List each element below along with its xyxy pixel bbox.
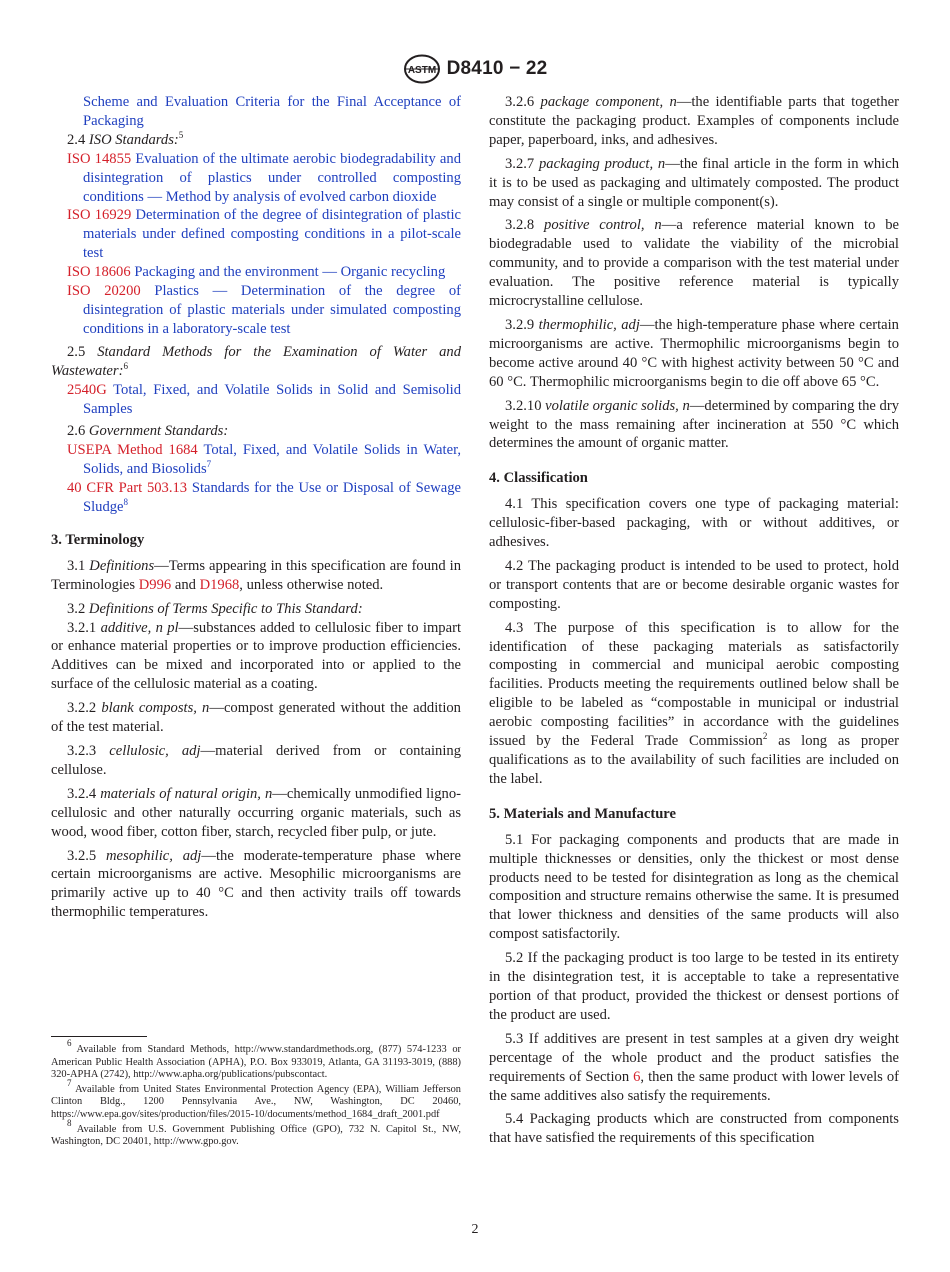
section-5-heading: 5. Materials and Manufacture [489,805,676,822]
right-column [489,93,899,1153]
paragraph-4-1: 4.1 This specification covers one type of packaging material: cellulosic-fiber-based packaging, with or without additives, or adhesives. [489,496,899,551]
paragraph-5-4: 5.4 Packaging products which are constructed from components that have satisfied the requirements of this specification [489,1111,899,1147]
definition-3-2-2: 3.2.2 blank composts, n—compost generated without the addition of the test material. [51,700,461,736]
paragraph-5-2: 5.2 If the packaging product is too large to be tested in its entirety in the disintegration test, it is acceptable to take a representative portion of that product, provided the thickest or densest portions of the product are used. [489,950,899,1023]
logo-text: ASTM [407,65,436,76]
continued-reference[interactable]: Scheme and Evaluation Criteria for the Final Acceptance of Packaging [83,94,461,129]
link-d1968[interactable]: D1968 [199,576,240,593]
paragraph-5-3: 5.3 If additives are present in test samples at a given dry weight percentage of the whole product and the product satisfies the requirements of Section 6, then the same product with lower levels of the same additives also satisfy the requirements. [489,1030,899,1104]
definition-3-2-1: 3.2.1 additive, n pl—substances added to cellulosic fiber to impart or enhance material properties or to improve production efficiencies. Additives can be mixed and incorporated into or applied to the surface of the cellulosic material as a coating. [51,619,461,693]
footnote-7: $^7$ Available from United States Environmental Protection Agency (EPA), William Jefferson Clinton Bldg., 1200 Pennsylvania Ave., NW, Washington, DC 20460, https://www.epa.gov/sites/production/files/2015-10/documents/method_1684_draft_2001.pdf [51,1077,461,1120]
footnote-6: $^6$ Available from Standard Methods, http://www.standardmethods.org, (877) 574-1233 or American Public Health Association (APHA), P.O. Box 933019, Atlanta, GA 31193-3019, (888) 320-APHA (2742), http://www.apha.org/publications/pubscontact. [51,1038,461,1081]
reference-iso-20200[interactable]: ISO 20200 Plastics — Determination of the degree of disintegration of plastic materials under simulated composting conditions in a laboratory-scale test [67,283,461,337]
paragraph-3-1: 3.1 Definitions—Terms appearing in this specification are found in Terminologies D996 and D1968, unless otherwise noted. [51,557,462,593]
definition-3-2-10: 3.2.10 volatile organic solids, n—determined by comparing the dry weight to the mass remaining after incineration at 550 °C which determines the amount of organic matter. [489,397,899,452]
page-number: 2 [471,1222,479,1237]
section-4-heading: 4. Classification [489,470,588,487]
footnotes [51,1036,461,1150]
definition-3-2-5: 3.2.5 mesophilic, adj—the moderate-temperature phase where certain microorganisms are active. Mesophilic microorganisms are primarily active up to 40 °C and then activity trails off towards thermophilic temperatures. [51,847,461,921]
paragraph-3-2: 3.2 Definitions of Terms Specific to This Standard: [67,600,363,617]
footnote-8: $^8$ Available from U.S. Government Publishing Office (GPO), 732 N. Capitol St., NW, Washington, DC 20401, http://www.gpo.gov. [51,1117,461,1148]
reference-iso-16929[interactable]: ISO 16929 Determination of the degree of disintegration of plastic materials under defined composting conditions in a pilot-scale test [67,207,461,262]
reference-iso-18606[interactable]: ISO 18606 Packaging and the environment — Organic recycling [67,264,446,281]
definition-3-2-9: 3.2.9 thermophilic, adj—the high-temperature phase where certain microorganisms are active. Thermophilic microorganisms begin to become active around 40 °C with highest activity between 50 °C and 60 °C. Thermophilic microorganisms begin to die off above 65 °C. [489,316,899,390]
section-2-5-heading: 2.5 Standard Methods for the Examination of Water and Wastewater:$^6$ [51,343,461,379]
document-id: D8410 − 22 [446,58,548,79]
definition-3-2-4: 3.2.4 materials of natural origin, n—chemically unmodified ligno-cellulosic and other naturally occurring organic materials, such as wood, wood fiber, cotton fiber, starch, recycled fiber pulp, or jute. [51,785,461,840]
definition-3-2-8: 3.2.8 positive control, n—a reference material known to be biodegradable used to validate the viability of the microbial community, and to provide a comparison with the test material under evaluation. The positive reference material is typically microcrystalline cellulose. [489,217,899,310]
definition-3-2-6: 3.2.6 package component, n—the identifiable parts that together constitute the packaging product. Examples of components include paper, paperboard, inks, and adhesives. [489,94,899,148]
reference-40-cfr-503[interactable]: 40 CFR Part 503.13 Standards for the Use or Disposal of Sewage Sludge$^8$ [67,480,462,516]
section-2-6-heading: 2.6 Government Standards: [67,423,229,440]
link-section-6[interactable]: 6 [633,1068,641,1085]
definition-3-2-3: 3.2.3 cellulosic, adj—material derived from or containing cellulose. [51,743,461,778]
page-header [0,54,950,89]
footnote-divider [51,1036,147,1037]
paragraph-5-1: 5.1 For packaging components and products that are made in multiple thicknesses or densities, only the thickest or most dense products need to be tested for disintegration as long as the chemical composition and structure remains otherwise the same. It is presumed that lower thickness and densities of the same products will also compost satisfactorily. [489,831,899,943]
paragraph-4-3: 4.3 The purpose of this specification is to allow for the identification of these packaging materials as satisfactorily composting in commercial and municipal aerobic composting facilities. Products meeting the requirements outlined below shall be eligible to be labeled as “compostable in municipal or industrial aerobic composting facilities” in accordance with the guidelines issued by the Federal Trade Commission$^2$ as long as proper qualifications as to the availability of such facilities are included on the label. [489,619,899,787]
definition-3-2-7: 3.2.7 packaging product, n—the final article in the form in which it is to be used as packaging and ultimately composted. The product may consist of a single or multiple component(s). [489,155,900,210]
section-2-4-heading: 2.4 ISO Standards:$^5$ [67,129,184,148]
section-3-heading: 3. Terminology [51,531,145,548]
left-column [51,93,461,927]
reference-2540g[interactable]: 2540G Total, Fixed, and Volatile Solids in Solid and Semisolid Samples [67,381,461,417]
link-d996[interactable]: D996 [138,576,172,593]
reference-usepa-1684[interactable]: USEPA Method 1684 Total, Fixed, and Volatile Solids in Water, Solids, and Biosolids$^7$ [67,442,461,478]
paragraph-4-2: 4.2 The packaging product is intended to be used to protect, hold or transport contents that are or become desirable organic wastes for composting. [489,557,899,612]
reference-iso-14855[interactable]: ISO 14855 Evaluation of the ultimate aerobic biodegradability and disintegration of plastics under controlled composting conditions — Method by analysis of evolved carbon dioxide [67,150,461,205]
astm-logo-icon [403,54,441,84]
